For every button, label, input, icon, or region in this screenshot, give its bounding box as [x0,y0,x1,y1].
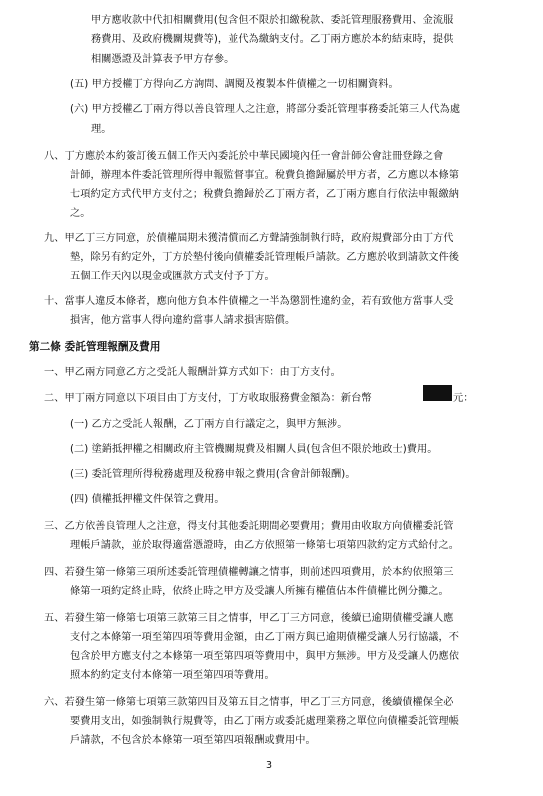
text-line: 甲方應收款中代扣相關費用(包含但不限於扣繳稅款、委託管理服務費用、金流服 [91,15,454,26]
text-line: (一) 乙方之受託人報酬，乙丁兩方自行議定之，與甲方無涉。 [70,419,348,430]
text-line: 八、丁方應於本約簽訂後五個工作天內委託於中華民國境內任一會計師公會註冊登錄之會 [44,151,444,162]
redacted-amount [423,385,452,401]
text-line: 損害，他方當事人得向違約當事人請求損害賠償。 [70,315,296,326]
text-line: 三、乙方依善良管理人之注意，得支付其他委託期間必要費用；費用由收取方向債權委託管 [44,521,454,532]
text-line: (四) 債權抵押權文件保管之費用。 [70,494,225,505]
text-line: 一、甲乙兩方同意乙方之受託人報酬計算方式如下：由丁方支付。 [44,367,341,378]
text-line: 務費用、及政府機關規費等)，並代為繳納支付。乙丁兩方應於本約結束時，提供 [91,34,454,45]
text-line: 二、甲丁兩方同意以下項目由丁方支付，丁方收取服務費金額為：新台幣 [44,393,372,404]
text-line: 五個工作天內以現金或匯款方式支付予丁方。 [70,271,275,282]
text-line: 之。 [70,208,91,219]
text-line: 七項約定方式代甲方支付之；稅費負擔歸於乙丁兩方者，乙丁兩方應自行依法申報繳納 [70,189,460,200]
text-line: 條第一項約定終止時，依終止時之甲方及受讓人所擁有權值佔本件債權比例分攤之。 [70,586,449,597]
text-line: 要費用支出，如強制執行規費等，由乙丁兩方或委託處理業務之單位向債權委託管理帳 [70,716,460,727]
text-line: 理帳戶請款，並於取得適當憑證時，由乙方依照第一條第七項第四款約定方式給付之。 [70,540,460,551]
text-line: 計師，辦理本件委託管理所得申報監督事宜。稅費負擔歸屬於甲方者，乙方應以本條第 [70,170,460,181]
text-line: 五、若發生第一條第七項第三款第三目之情事，甲乙丁三方同意，後續已逾期債權受讓人應 [44,613,454,624]
text-line: 理。 [91,124,112,135]
text-line: 十、當事人違反本條者，應向他方負本件債權之一半為懲罰性違約金，若有致他方當事人受 [44,296,454,307]
text-line: 四、若發生第一條第三項所述委託管理債權轉讓之情事，則前述四項費用，於本約依照第三 [44,567,454,578]
section-heading: 第二條 委託管理報酬及費用 [29,341,161,353]
text-line: (三) 委託管理所得稅務處理及稅務申報之費用(含會計師報酬)。 [70,469,356,480]
text-line: 元： [453,393,474,404]
text-line: 墊，除另有約定外，丁方於墊付後向債權委託管理帳戶請款。乙方應於收到請款文件後 [70,252,460,263]
text-line: (六) 甲方授權乙丁兩方得以善良管理人之注意，將部分委託管理事務委託第三人代為處 [70,104,461,115]
text-line: 六、若發生第一條第七項第三款第四目及第五目之情事，甲乙丁三方同意，後續債權保全必 [44,697,454,708]
page-number: 3 [266,760,273,771]
text-line: 照本約約定支付本條第一項至第四項等費用。 [70,670,275,681]
text-line: 支付之本條第一項至第四項等費用金額，由乙丁兩方與已逾期債權受讓人另行協議，不 [70,632,460,643]
text-line: 戶請款，不包含於本條第一項至第四項報酬或費用中。 [70,735,316,746]
text-line: 包含於甲方應支付之本條第一項至第四項等費用中，與甲方無涉。甲方及受讓人仍應依 [70,651,460,662]
text-line: 相關憑證及計算表予甲方存參。 [91,54,235,65]
text-line: 九、甲乙丁三方同意，於債權屆期未獲清償而乙方聲請強制執行時，政府規費部分由丁方代 [44,233,454,244]
text-line: (二) 塗銷抵押權之相關政府主管機關規費及相關人員(包含但不限於地政士)費用。 [70,444,438,455]
text-line: (五) 甲方授權丁方得向乙方詢問、調閱及複製本件債權之一切相關資料。 [70,79,399,90]
